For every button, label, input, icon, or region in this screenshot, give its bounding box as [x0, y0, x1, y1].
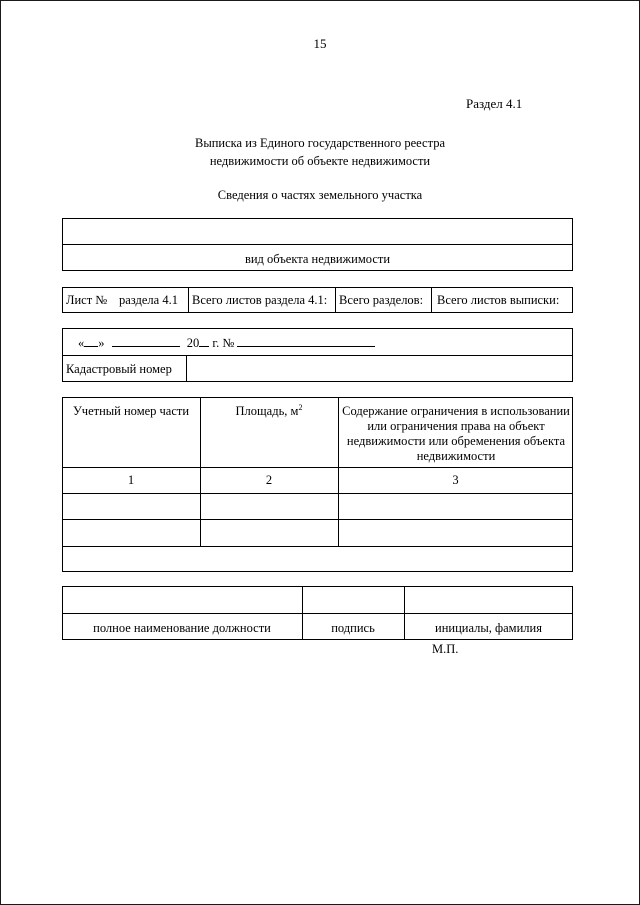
signature-divider	[62, 613, 573, 614]
month-blank[interactable]	[112, 335, 180, 347]
year-blank[interactable]	[199, 335, 209, 347]
table-row-1-divider	[62, 519, 573, 520]
column-number-1: 1	[127, 473, 135, 487]
table-row-2-divider	[62, 546, 573, 547]
header-area-unit-sup: 2	[298, 402, 303, 412]
total-sheets-extract-label: Всего листов выписки:	[437, 293, 560, 307]
number-blank[interactable]	[237, 335, 375, 347]
table-row-1-part-number[interactable]	[64, 499, 198, 517]
stamp-label: М.П.	[432, 642, 459, 656]
total-sheets-section-label: Всего листов раздела 4.1:	[192, 293, 328, 307]
total-sections-label: Всего разделов:	[339, 293, 424, 307]
signature-label: подпись	[331, 621, 375, 635]
header-area	[200, 404, 338, 419]
column-number-2: 2	[265, 473, 273, 487]
section-label: Раздел 4.1	[466, 96, 523, 111]
close-quote: »	[98, 336, 105, 350]
cadastral-number-label: Кадастровый номер	[66, 362, 172, 376]
header-part-number: Учетный номер части	[72, 404, 190, 418]
title-line-1: Выписка из Единого государственного реестра	[195, 136, 445, 150]
title-line-2: недвижимости об объекте недвижимости	[209, 154, 431, 168]
page-number: 15	[313, 36, 327, 51]
document-subtitle: Сведения о частях земельного участка	[217, 188, 423, 202]
table-row-2-area[interactable]	[202, 525, 336, 543]
day-blank[interactable]	[84, 335, 98, 347]
document-title	[80, 134, 560, 170]
header-restriction: Содержание ограничения в использовании или ограничения права на объект недвижимости или обременения объекта недвижимости	[342, 404, 570, 463]
date-line[interactable]	[78, 335, 375, 351]
name-label: инициалы, фамилия	[435, 621, 542, 635]
table-col-divider-1	[200, 397, 201, 546]
table-row-2-restriction[interactable]	[340, 525, 571, 543]
open-quote: «	[78, 336, 85, 350]
column-number-3: 3	[452, 473, 459, 487]
object-type-label: вид объекта недвижимости	[244, 252, 391, 266]
header-area-label: Площадь, м	[235, 404, 299, 418]
object-type-divider	[62, 244, 573, 245]
sheet-section-label: раздела 4.1	[119, 293, 178, 307]
date-divider	[62, 355, 573, 356]
table-row-1-area[interactable]	[202, 499, 336, 517]
year-prefix: 20	[186, 336, 200, 350]
sheet-divider-2	[335, 287, 336, 313]
sheet-divider-3	[431, 287, 432, 313]
cadastral-divider	[186, 355, 187, 382]
table-number-row-divider	[62, 493, 573, 494]
sheet-number-label: Лист №	[66, 293, 108, 307]
position-label: полное наименование должности	[93, 621, 271, 635]
sheet-divider-1	[188, 287, 189, 313]
table-row-1-restriction[interactable]	[340, 499, 571, 517]
number-label: г. №	[212, 336, 235, 350]
table-row-2-part-number[interactable]	[64, 525, 198, 543]
table-col-divider-2	[338, 397, 339, 546]
table-header-divider	[62, 467, 573, 468]
